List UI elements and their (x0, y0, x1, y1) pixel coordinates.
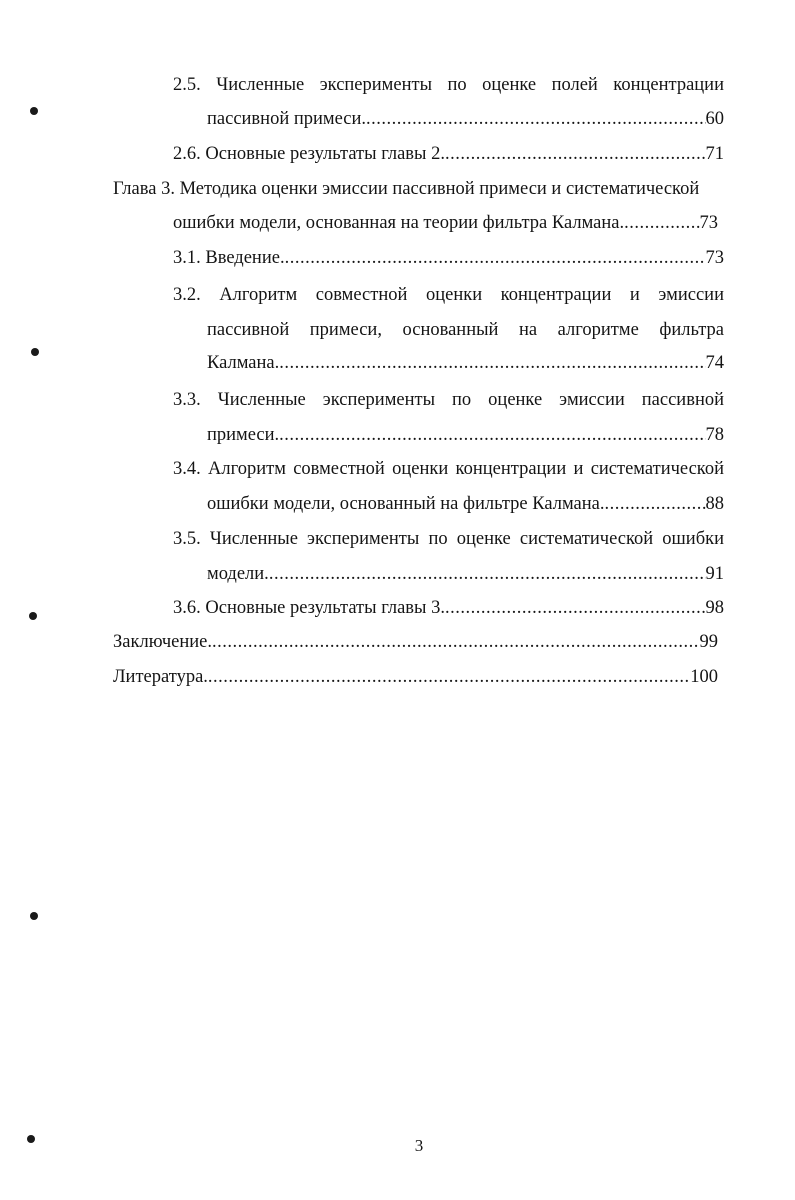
toc-chapter-3-line1: Глава 3. Методика оценки эмиссии пассивной примеси и систематической (113, 179, 700, 199)
toc-page-literature: 100 (690, 667, 718, 687)
toc-leader-dots (605, 492, 706, 516)
toc-entry-2-6[interactable] (173, 142, 724, 166)
toc-entry-2-6-label: 2.6. Основные результаты главы 2. (173, 144, 445, 164)
toc-page-3-3: 78 (705, 425, 724, 445)
toc-entry-3-5-line1: 3.5. Численные эксперименты по оценке систематической ошибки (173, 529, 724, 549)
toc-entry-3-6[interactable] (173, 596, 724, 620)
toc-page-3-6: 98 (705, 598, 724, 618)
toc-entry-2-5[interactable] (207, 107, 724, 131)
toc-entry-3-2-line2: пассивной примеси, основанный на алгоритме фильтра (207, 320, 724, 340)
toc-entry-2-5-line1: 2.5. Численные эксперименты по оценке полей концентрации (173, 75, 724, 95)
toc-leader-dots (212, 630, 700, 654)
toc-leader-dots (269, 562, 706, 586)
toc-leader-dots (366, 107, 705, 131)
toc-leader-dots (279, 423, 705, 447)
toc-entry-3-4-line1: 3.4. Алгоритм совместной оценки концентрации и систематической (173, 459, 724, 479)
toc-page-3-2: 74 (705, 353, 724, 373)
toc-leader-dots (445, 142, 706, 166)
toc-leader-dots (624, 211, 699, 235)
punch-hole-mark (30, 912, 38, 920)
toc-entry-3-3-line2: примеси. (207, 425, 280, 445)
toc-leader-dots (285, 246, 706, 270)
toc-leader-dots (279, 351, 705, 375)
toc-conclusion[interactable] (113, 630, 718, 654)
toc-entry-2-5-line2: пассивной примеси. (207, 109, 367, 129)
toc-page-conclusion: 99 (699, 632, 718, 652)
toc-literature[interactable] (113, 665, 718, 689)
toc-chapter-3-line2: ошибки модели, основанная на теории фильтра Калмана. (173, 213, 625, 233)
toc-chapter-3[interactable] (173, 211, 718, 235)
toc-page-3-1: 73 (705, 248, 724, 268)
toc-page-2-6: 71 (705, 144, 724, 164)
toc-literature-label: Литература. (113, 667, 208, 687)
toc-entry-3-5-line2: модели. (207, 564, 269, 584)
toc-entry-3-3-line1: 3.3. Численные эксперименты по оценке эмиссии пассивной (173, 390, 724, 410)
toc-entry-3-2[interactable] (207, 351, 724, 375)
toc-entry-3-2-line1: 3.2. Алгоритм совместной оценки концентрации и эмиссии (173, 285, 724, 305)
toc-conclusion-label: Заключение. (113, 632, 212, 652)
toc-leader-dots (445, 596, 706, 620)
toc-entry-3-1-label: 3.1. Введение. (173, 248, 285, 268)
toc-entry-3-6-label: 3.6. Основные результаты главы 3. (173, 598, 445, 618)
toc-entry-3-2-line3: Калмана. (207, 353, 280, 373)
toc-page-3-5: 91 (705, 564, 724, 584)
toc-leader-dots (208, 665, 690, 689)
punch-hole-mark (27, 1135, 35, 1143)
toc-entry-3-5[interactable] (207, 562, 724, 586)
punch-hole-mark (29, 612, 37, 620)
toc-page-2-5: 60 (705, 109, 724, 129)
toc-entry-3-3[interactable] (207, 423, 724, 447)
punch-hole-mark (31, 348, 39, 356)
toc-entry-3-4[interactable] (207, 492, 724, 516)
toc-entry-3-1[interactable] (173, 246, 724, 270)
page-number: 3 (414, 1136, 424, 1155)
toc-entry-3-4-line2: ошибки модели, основанный на фильтре Калмана. (207, 494, 605, 514)
toc-page-3-4: 88 (705, 494, 724, 514)
toc-page-ch3: 73 (699, 213, 718, 233)
punch-hole-mark (30, 107, 38, 115)
